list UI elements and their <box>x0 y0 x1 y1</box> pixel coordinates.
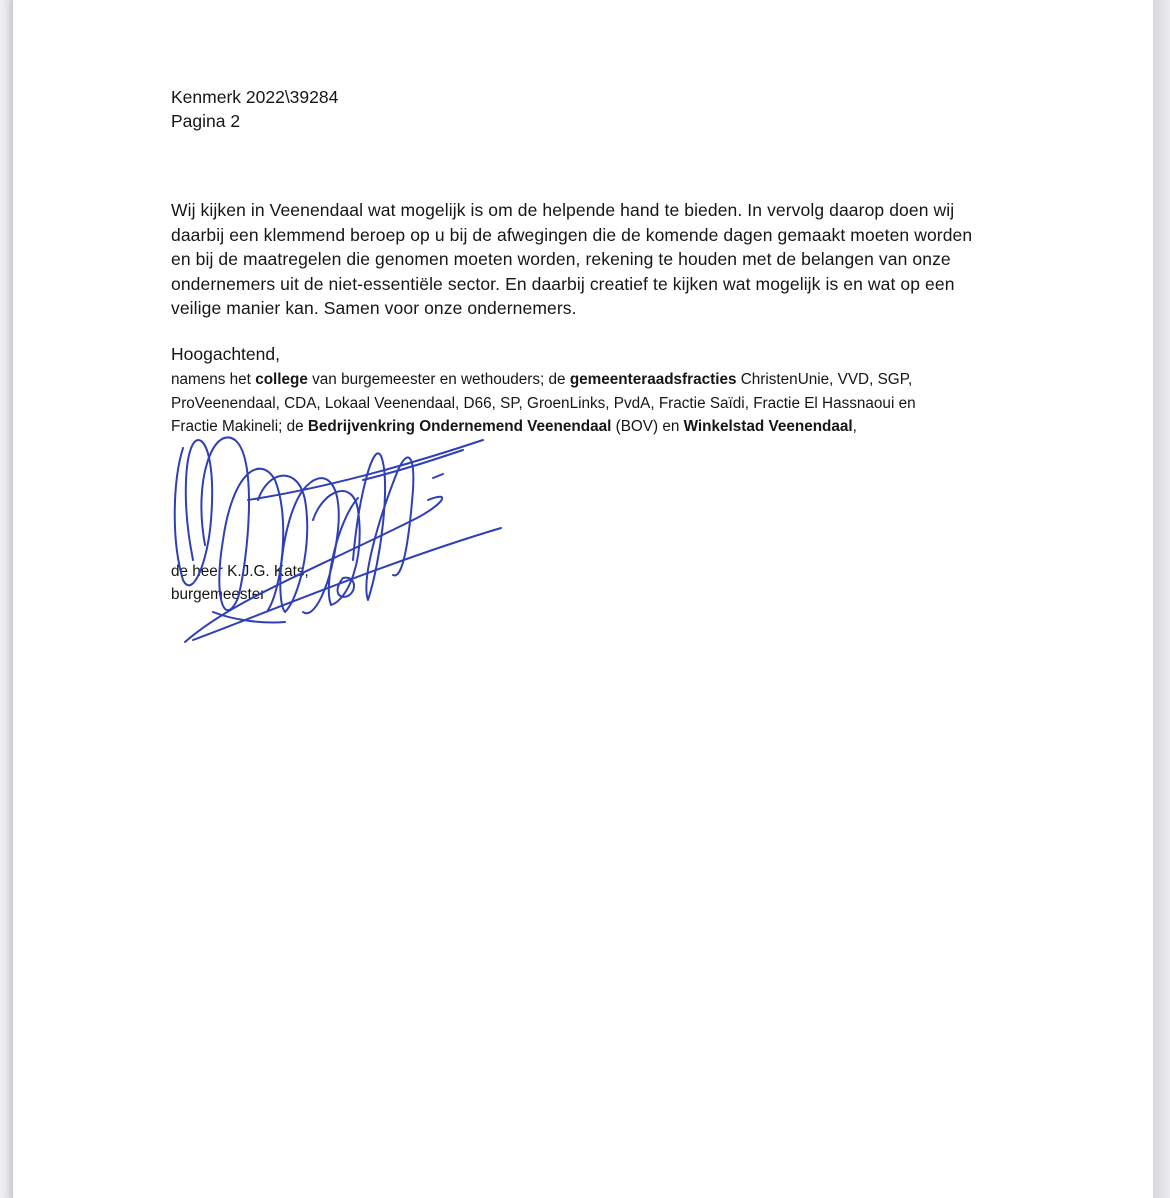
signatories-line <box>171 415 1031 439</box>
signer-title: burgemeester <box>171 586 266 603</box>
body-line: en bij de maatregelen die genomen moeten worden, rekening te houden met de belangen van onze <box>171 249 951 270</box>
body-line: ondernemers uit de niet-essentiële sector. En daarbij creatief te kijken wat mogelijk is en wat op een <box>171 273 955 294</box>
bold-college: college <box>255 371 308 388</box>
body-line: daarbij een klemmend beroep op u bij de afwegingen die de komende dagen gemaakt moeten worden <box>171 224 973 245</box>
bold-fracties: gemeenteraadsfracties <box>569 371 737 388</box>
text-fragment: ChristenUnie, VVD, SGP, <box>736 371 913 388</box>
text-fragment: namens het <box>171 371 256 388</box>
page-edge-right <box>1153 0 1170 1198</box>
signatories-block <box>171 368 1031 439</box>
body-line: veilige manier kan. Samen voor onze ondernemers. <box>171 298 577 319</box>
body-line: Wij kijken in Veenendaal wat mogelijk is om de helpende hand te bieden. In vervolg daarop doen wij <box>171 200 955 220</box>
page-edge-left <box>0 0 12 1198</box>
signatories-line <box>171 368 1031 392</box>
reference-number: Kenmerk 2022\39284 <box>171 87 339 107</box>
document-page <box>12 0 1155 1198</box>
body-paragraph <box>171 198 1031 321</box>
text-fragment: , <box>852 418 857 435</box>
page-number: Pagina 2 <box>171 111 241 131</box>
text-fragment: (BOV) en <box>611 418 684 435</box>
signatories-line: ProVeenendaal, CDA, Lokaal Veenendaal, D66, SP, GroenLinks, PvdA, Fractie Saïdi, Fractie El Hassnaoui en <box>171 394 916 412</box>
bold-winkelstad: Winkelstad Veenendaal <box>683 418 853 435</box>
text-fragment: van burgemeester en wethouders; de <box>307 371 570 388</box>
signer-name: de heer K.J.G. Kats, <box>171 563 309 580</box>
reference-block <box>171 85 338 133</box>
signer-block <box>171 560 309 606</box>
greeting: Hoogachtend, <box>171 344 280 364</box>
bold-bov: Bedrijvenkring Ondernemend Veenendaal <box>307 418 612 435</box>
text-fragment: Fractie Makineli; de <box>171 418 308 435</box>
